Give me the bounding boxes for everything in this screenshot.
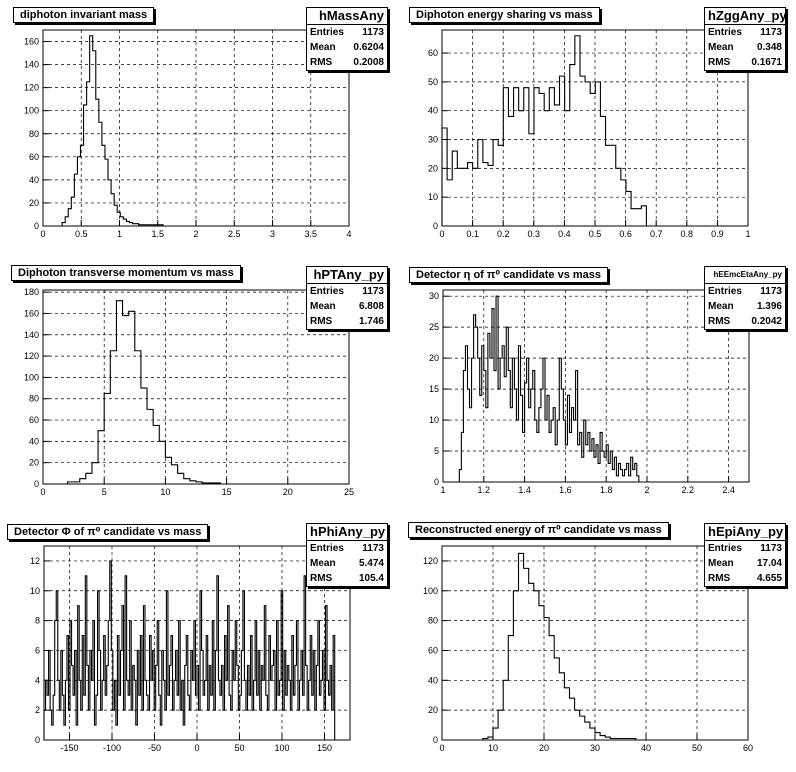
stats-row-rms	[705, 571, 785, 586]
stats-label: RMS	[310, 57, 333, 68]
stats-value: 1173	[760, 543, 782, 554]
y-tick-label: 140	[23, 329, 39, 340]
stats-value: 1173	[362, 27, 384, 38]
stats-label: RMS	[310, 316, 333, 327]
stats-value: 0.2042	[751, 316, 782, 327]
x-tick-label: 1.6	[559, 485, 572, 495]
y-tick-label: 80	[427, 615, 438, 626]
stats-box	[306, 7, 388, 71]
histogram-name: hPTAny_py	[307, 267, 387, 284]
y-tick-label: 50	[427, 76, 438, 87]
y-tick-label: 10	[29, 585, 40, 596]
stats-label: Entries	[310, 27, 344, 38]
x-tick-label: 30	[589, 743, 601, 753]
y-tick-label: 10	[428, 415, 439, 426]
x-tick-label: 15	[221, 487, 232, 497]
x-tick-label: 1	[440, 485, 446, 495]
x-tick-label: 2.2	[681, 485, 695, 495]
stats-row-rms	[307, 314, 387, 329]
y-tick-label: 0	[432, 735, 438, 745]
stats-row-rms	[307, 571, 387, 586]
y-tick-label: 8	[34, 615, 40, 626]
y-tick-label: 60	[28, 415, 39, 426]
x-tick-label: 0.5	[588, 229, 602, 239]
y-tick-label: 100	[23, 372, 39, 383]
stats-row-mean	[307, 299, 387, 314]
y-tick-label: 0	[33, 479, 39, 489]
stats-value: 17.04	[756, 558, 782, 569]
y-tick-label: 0	[432, 221, 438, 231]
y-tick-label: 6	[34, 645, 40, 656]
stats-value: 0.2008	[353, 57, 384, 68]
x-tick-label: -150	[60, 743, 79, 753]
x-tick-label: 1.4	[518, 485, 531, 495]
stats-label: RMS	[708, 57, 731, 68]
stats-value: 1173	[362, 543, 384, 554]
x-tick-label: -50	[147, 743, 162, 753]
stats-row-entries	[705, 284, 785, 299]
stats-label: Mean	[310, 42, 336, 53]
stats-box	[306, 266, 388, 330]
y-tick-label: 25	[428, 322, 439, 333]
stats-label: RMS	[708, 573, 731, 584]
pad-phi	[0, 514, 398, 772]
y-tick-label: 100	[422, 585, 438, 596]
chart-title: Detector Φ of π⁰ candidate vs mass	[7, 524, 208, 540]
x-tick-label: 0.2	[496, 229, 510, 239]
y-tick-label: 5	[433, 446, 439, 457]
stats-row-rms	[705, 314, 785, 329]
stats-value: 5.474	[358, 558, 384, 569]
x-tick-label: 60	[742, 743, 754, 753]
y-tick-label: 120	[23, 82, 39, 93]
stats-row-mean	[307, 40, 387, 55]
chart-title: diphoton invariant mass	[13, 7, 154, 23]
x-tick-label: 20	[282, 487, 293, 497]
pad-mass	[0, 0, 398, 257]
x-tick-label: 1	[116, 229, 123, 239]
stats-box	[704, 523, 786, 587]
stats-label: Entries	[310, 543, 344, 554]
x-tick-label: 2.4	[722, 485, 735, 495]
stats-label: Mean	[708, 301, 734, 312]
x-tick-label: 1	[745, 229, 751, 239]
x-tick-label: 0	[40, 229, 46, 239]
x-tick-label: 1.2	[477, 485, 491, 495]
y-tick-label: 30	[428, 291, 439, 302]
x-tick-label: 0.9	[711, 229, 724, 239]
x-tick-label: 0.5	[74, 229, 88, 239]
y-tick-label: 20	[428, 353, 439, 364]
y-tick-label: 20	[28, 457, 39, 468]
pad-eta	[398, 257, 796, 514]
y-tick-label: 20	[427, 163, 438, 174]
stats-value: 0.348	[756, 42, 782, 53]
histogram-name: hMassAny	[307, 8, 387, 25]
stats-value: 1173	[362, 286, 384, 297]
stats-value: 1173	[760, 27, 782, 38]
stats-row-mean	[705, 299, 785, 314]
stats-row-entries	[307, 284, 387, 299]
x-tick-label: 3	[269, 229, 276, 239]
x-tick-label: 5	[101, 487, 107, 497]
x-tick-label: 50	[234, 743, 245, 753]
pad-pt	[0, 257, 398, 514]
y-tick-label: 100	[23, 105, 39, 116]
y-tick-label: 120	[422, 555, 438, 566]
x-tick-label: 150	[316, 743, 333, 753]
x-tick-label: 4	[346, 229, 352, 239]
stats-label: Mean	[708, 42, 734, 53]
y-tick-label: 60	[427, 48, 438, 59]
stats-label: Entries	[708, 286, 742, 297]
y-tick-label: 0	[433, 477, 439, 487]
y-tick-label: 140	[23, 59, 39, 70]
chart-title: Reconstructed energy of π⁰ candidate vs mass	[408, 522, 669, 538]
y-tick-label: 0	[33, 221, 39, 231]
stats-value: 6.808	[358, 301, 384, 312]
x-tick-label: 100	[274, 743, 290, 753]
x-tick-label: 0.3	[527, 229, 541, 239]
stats-value: 105.4	[358, 573, 384, 584]
y-tick-label: 60	[28, 151, 39, 162]
stats-box	[704, 7, 786, 71]
x-tick-label: 50	[691, 743, 703, 753]
histogram-name: hPhiAny_py	[307, 524, 387, 541]
stats-label: Mean	[310, 301, 336, 312]
y-tick-label: 40	[427, 105, 438, 116]
y-tick-label: 10	[427, 192, 438, 203]
stats-box	[306, 523, 388, 587]
y-tick-label: 180	[23, 287, 39, 298]
stats-row-entries	[705, 25, 785, 40]
x-tick-label: 0.1	[466, 229, 479, 239]
stats-row-entries	[307, 25, 387, 40]
stats-value: 1.746	[358, 316, 384, 327]
x-tick-label: 1.5	[151, 229, 165, 239]
x-tick-label: 0	[40, 487, 46, 497]
stats-row-mean	[705, 556, 785, 571]
y-tick-label: 20	[427, 705, 438, 716]
histogram-name: hEpiAny_py	[705, 524, 785, 541]
x-tick-label: 25	[343, 487, 355, 497]
y-tick-label: 12	[29, 555, 40, 566]
y-tick-label: 40	[427, 675, 438, 686]
y-tick-label: 160	[23, 36, 39, 47]
x-tick-label: 10	[487, 743, 499, 753]
stats-label: RMS	[708, 316, 731, 327]
y-tick-label: 40	[28, 174, 39, 185]
y-tick-label: 15	[428, 384, 439, 395]
stats-value: 0.1671	[751, 57, 782, 68]
plot-frame	[43, 290, 349, 484]
y-tick-label: 80	[28, 393, 39, 404]
x-tick-label: 2	[193, 229, 199, 239]
y-tick-label: 160	[23, 308, 39, 319]
stats-row-mean	[705, 40, 785, 55]
x-tick-label: 0	[194, 743, 200, 753]
stats-row-rms	[705, 55, 785, 70]
y-tick-label: 20	[28, 197, 39, 208]
x-tick-label: 2	[644, 485, 650, 495]
stats-value: 4.655	[756, 573, 782, 584]
stats-label: RMS	[310, 573, 333, 584]
stats-label: Mean	[310, 558, 336, 569]
x-tick-label: 20	[538, 743, 550, 753]
x-tick-label: 0.7	[649, 229, 663, 239]
y-tick-label: 4	[34, 675, 40, 686]
y-tick-label: 0	[34, 735, 40, 745]
y-tick-label: 40	[28, 436, 39, 447]
x-tick-label: 0	[439, 743, 445, 753]
stats-label: Mean	[708, 558, 734, 569]
y-tick-label: 30	[427, 134, 438, 145]
x-tick-label: 2.5	[227, 229, 241, 239]
y-tick-label: 80	[28, 128, 39, 139]
x-tick-label: -100	[102, 743, 122, 753]
stats-row-entries	[705, 541, 785, 556]
stats-row-rms	[307, 55, 387, 70]
x-tick-label: 0.8	[680, 229, 694, 239]
stats-row-mean	[307, 556, 387, 571]
histogram-name: hZggAny_py	[705, 8, 785, 25]
x-tick-label: 0.4	[558, 229, 571, 239]
stats-label: Entries	[708, 543, 742, 554]
chart-title: Diphoton transverse momentum vs mass	[11, 265, 241, 281]
stats-value: 1173	[760, 286, 782, 297]
x-tick-label: 3.5	[304, 229, 318, 239]
stats-value: 1.396	[756, 301, 782, 312]
stats-label: Entries	[310, 286, 344, 297]
y-tick-label: 2	[34, 705, 40, 716]
pad-zgg	[398, 0, 796, 257]
stats-row-entries	[307, 541, 387, 556]
stats-value: 0.6204	[353, 42, 384, 53]
stats-box	[704, 266, 786, 330]
y-tick-label: 120	[23, 351, 39, 362]
x-tick-label: 1.8	[599, 485, 613, 495]
histogram-name: hEEmcEtaAny_py	[705, 267, 785, 284]
chart-title: Detector η of π⁰ candidate vs mass	[409, 267, 608, 283]
x-tick-label: 0	[439, 229, 445, 239]
y-tick-label: 60	[427, 645, 438, 656]
x-tick-label: 10	[160, 487, 171, 497]
x-tick-label: 0.6	[619, 229, 632, 239]
stats-label: Entries	[708, 27, 742, 38]
x-tick-label: 40	[640, 743, 652, 753]
chart-title: Diphoton energy sharing vs mass	[409, 7, 600, 23]
pad-epi	[398, 514, 796, 772]
